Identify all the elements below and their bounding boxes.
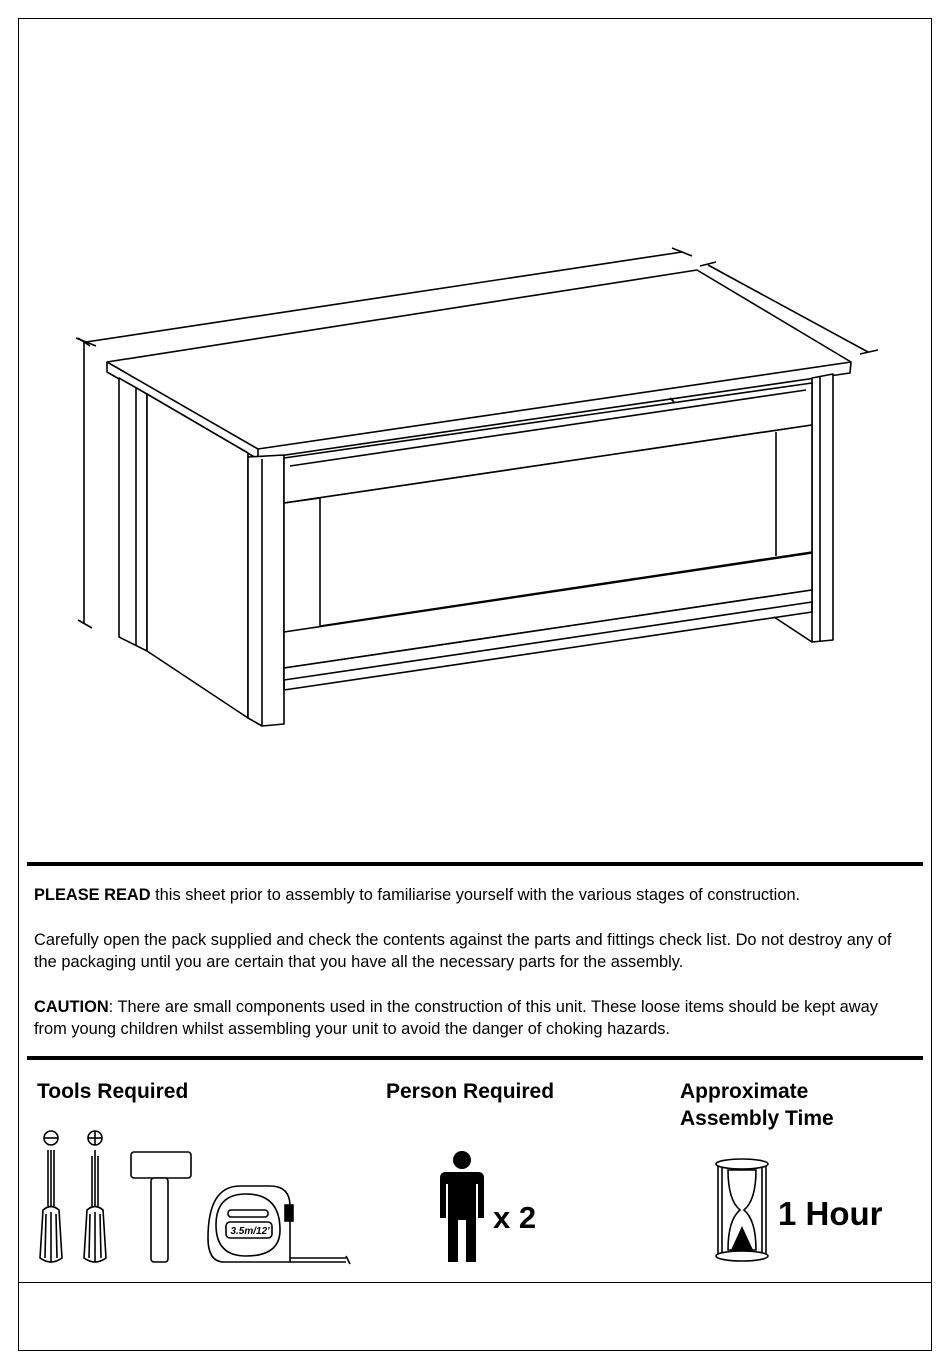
assembly-time-value: 1 Hour <box>778 1195 883 1232</box>
phillips-screwdriver-icon <box>84 1131 106 1262</box>
caution-paragraph: CAUTION: There are small components used in the construction of this unit. These loose items should be kept away from young children whilst assembling your unit to avoid the danger of choking hazards. <box>34 998 878 1038</box>
tools-heading: Tools Required <box>37 1080 189 1103</box>
time-heading: Approximate Assembly Time <box>680 1080 834 1130</box>
persons-heading: Person Required <box>386 1080 555 1103</box>
flathead-screwdriver-icon <box>40 1131 62 1262</box>
hammer-icon <box>131 1152 191 1262</box>
bottom-divider <box>18 1282 932 1283</box>
instruction-paragraph-2: Carefully open the pack supplied and check the contents against the parts and fittings check list. Do not destroy any of the packaging until you are certain that you have all the necessary parts for the assembly. <box>34 931 892 971</box>
instruction-paragraph-1: PLEASE READ this sheet prior to assembly to familiarise yourself with the various stages of construction. <box>34 886 801 904</box>
person-icon <box>440 1151 484 1262</box>
person-count: x 2 <box>493 1200 537 1235</box>
hourglass-icon <box>716 1159 768 1261</box>
tape-measure-icon <box>208 1186 350 1264</box>
tape-label: 3.5m/12' <box>230 1226 270 1237</box>
